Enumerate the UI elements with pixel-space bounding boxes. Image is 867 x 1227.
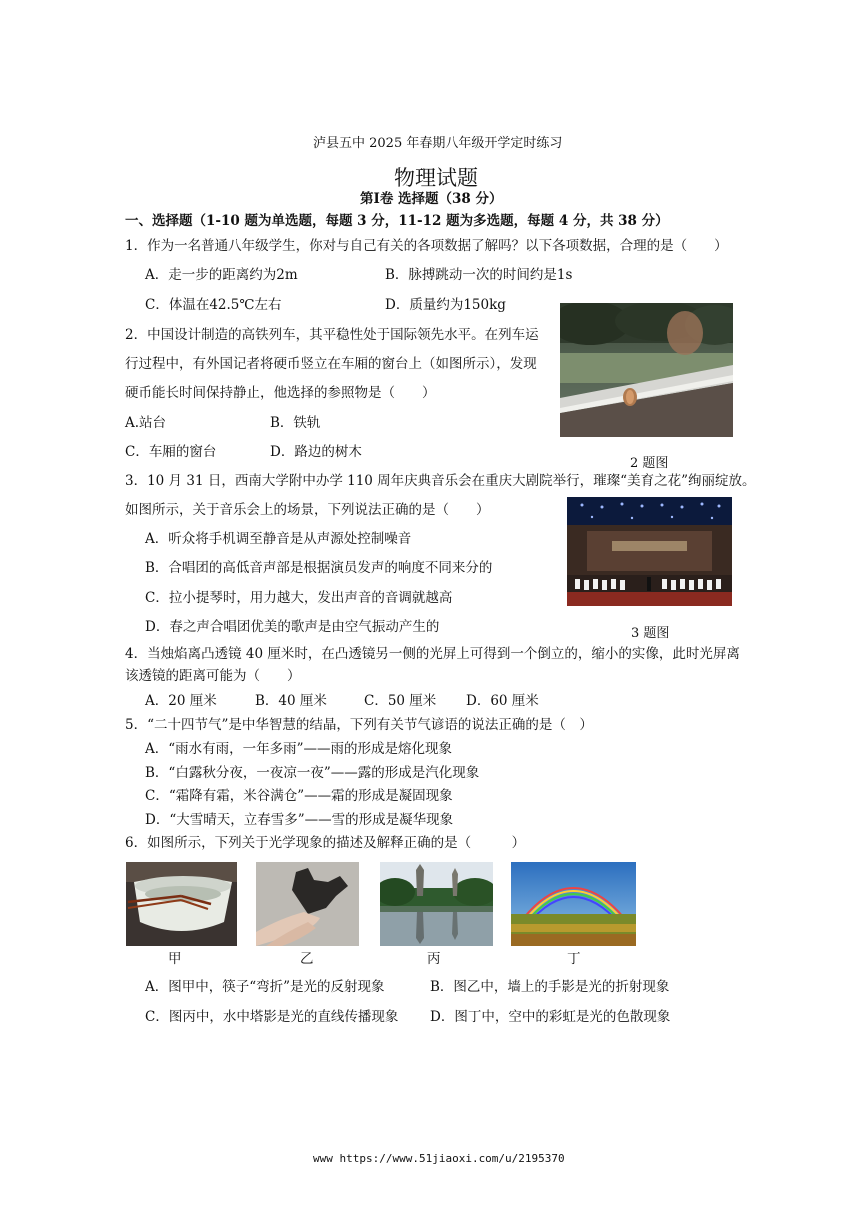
q2-figure-caption: 2 题图: [630, 456, 669, 471]
q2-option-a: A.站台: [125, 415, 167, 431]
q5-option-c: C．“霜降有霜，米谷满仓”——霜的形成是凝固现象: [145, 788, 453, 804]
q1-stem: 1．作为一名普通八年级学生，你对与自己有关的各项数据了解吗？以下各项数据，合理的是（ ）: [125, 238, 728, 254]
q4-option-b: B．40 厘米: [255, 693, 327, 709]
q1-option-d: D．质量约为150kg: [385, 297, 506, 313]
exam-title: 物理试题: [394, 166, 478, 190]
q6-photo-bing: [380, 862, 493, 946]
bowl-chopsticks-image: [126, 862, 237, 946]
q1-option-b: B．脉搏跳动一次的时间约是1s: [385, 267, 573, 283]
q3-figure-caption: 3 题图: [631, 626, 670, 641]
q3-option-b: B．合唱团的高低音声部是根据演员发声的响度不同来分的: [145, 560, 493, 576]
q5-option-d: D．“大雪晴天，立春雪多”——雪的形成是凝华现象: [145, 812, 454, 828]
q2-option-c: C．车厢的窗台: [125, 444, 217, 460]
concert-hall-image: [567, 497, 732, 606]
q2-line-2: 行过程中，有外国记者将硬币竖立在车厢的窗台上（如图所示），发现: [125, 356, 537, 372]
q3-line-2: 如图所示，关于音乐会上的场景，下列说法正确的是（ ）: [125, 502, 490, 518]
q3-concert-photo: [567, 497, 732, 606]
q2-option-b: B．铁轨: [270, 415, 321, 431]
q2-line-1: 2．中国设计制造的高铁列车，其平稳性处于国际领先水平。在列车运: [125, 327, 539, 343]
rainbow-image: [511, 862, 636, 946]
q6-option-c: C．图丙中，水中塔影是光的直线传播现象: [145, 1009, 399, 1025]
q6-stem: 6．如图所示，下列关于光学现象的描述及解释正确的是（ ）: [125, 835, 526, 851]
q6-label-yi: 乙: [300, 951, 314, 967]
q6-option-b: B．图乙中，墙上的手影是光的折射现象: [430, 979, 670, 995]
q6-photo-ding: [511, 862, 636, 946]
exam-subtitle: 泸县五中 2025 年春期八年级开学定时练习: [313, 136, 563, 151]
hand-shadow-image: [256, 862, 359, 946]
section-heading: 第Ⅰ卷 选择题（38 分）: [360, 191, 503, 207]
q2-train-window-photo: [560, 303, 733, 437]
q4-line-2: 该透镜的距离可能为（ ）: [125, 668, 301, 684]
pagoda-reflection-image: [380, 862, 493, 946]
q4-line-1: 4．当烛焰离凸透镜 40 厘米时，在凸透镜另一侧的光屏上可得到一个倒立的，缩小的实像，此时光屏离: [125, 646, 740, 662]
q3-option-a: A．听众将手机调至静音是从声源处控制噪音: [145, 531, 412, 547]
q1-option-a: A．走一步的距离约为2m: [145, 267, 298, 283]
q5-option-b: B．“白露秋分夜，一夜凉一夜”——露的形成是汽化现象: [145, 765, 480, 781]
q4-option-a: A．20 厘米: [145, 693, 217, 709]
q2-option-d: D．路边的树木: [270, 444, 362, 460]
q6-option-a: A．图甲中，筷子“弯折”是光的反射现象: [145, 979, 385, 995]
q5-option-a: A．“雨水有雨，一年多雨”——雨的形成是熔化现象: [145, 741, 453, 757]
q4-option-d: D．60 厘米: [466, 693, 539, 709]
q3-option-c: C．拉小提琴时，用力越大，发出声音的音调就越高: [145, 590, 453, 606]
q6-photo-jia: [126, 862, 237, 946]
q4-option-c: C．50 厘米: [364, 693, 437, 709]
q6-photo-yi: [256, 862, 359, 946]
q5-stem: 5．“二十四节气”是中华智慧的结晶，下列有关节气谚语的说法正确的是（ ）: [125, 717, 593, 733]
q3-option-d: D．春之声合唱团优美的歌声是由空气振动产生的: [145, 619, 440, 635]
q6-label-jia: 甲: [168, 951, 182, 967]
part-heading: 一、选择题（1-10 题为单选题，每题 3 分，11-12 题为多选题，每题 4 分，共 38 分）: [125, 213, 669, 229]
q6-label-ding: 丁: [567, 951, 581, 967]
q6-label-bing: 丙: [427, 951, 441, 967]
coin-on-sill-image: [560, 303, 733, 437]
q3-line-1: 3．10 月 31 日，西南大学附中办学 110 周年庆典音乐会在重庆大剧院举行，璀璨“美育之花”绚丽绽放。: [125, 473, 756, 489]
q6-option-d: D．图丁中，空中的彩虹是光的色散现象: [430, 1009, 671, 1025]
q2-line-3: 硬币能长时间保持静止，他选择的参照物是（ ）: [125, 385, 436, 401]
q1-option-c: C．体温在42.5℃左右: [145, 297, 282, 313]
footer-url[interactable]: www https://www.51jiaoxi.com/u/2195370: [313, 1152, 565, 1165]
